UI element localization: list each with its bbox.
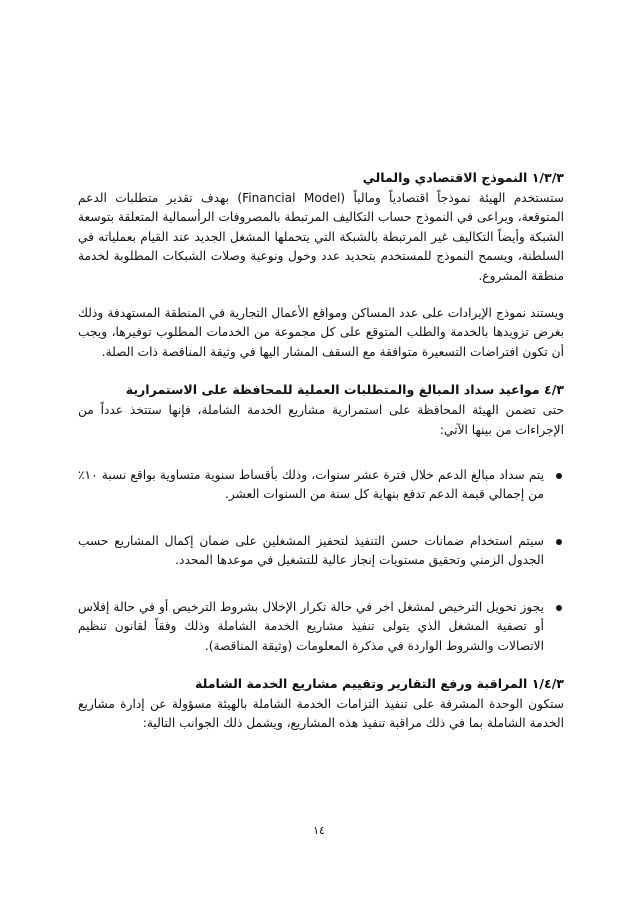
list-item	[78, 598, 564, 656]
spacer	[78, 286, 564, 304]
page-number: ١٤	[313, 824, 325, 837]
section-heading-economic-model: ١/٣/٣ النموذج الاقتصادي والمالي	[362, 170, 564, 185]
list-item-text: سيتم استخدام ضمانات حسن التنفيذ لتحفيز المشغلين على ضمان إكمال المشاريع حسب الجدول الزمني وتحقيق مستويات إنجاز عالية للتشغيل في موعدها المحدد.	[78, 533, 544, 568]
section-heading-payment-schedule: ٤/٣ مواعيد سداد المبالغ والمتطلبات العملية للمحافظة على الاستمرارية	[125, 382, 564, 398]
spacer	[78, 362, 564, 380]
list-item-text: يجوز تحويل الترخيص لمشغل اخر في حالة تكرار الإخلال بشروط الترخيص أو في حالة إفلاس أو تصفية المشغل الذي يتولى تنفيذ مشاريع الخدمة الشاملة وذلك وفقاً لقانون تنظيم الاتصالات والشروط الواردة في مذكرة المعلومات (وثيقة المناقصة).	[78, 599, 544, 653]
paragraph-monitoring: ستكون الوحدة المشرفة على تنفيذ التزامات الخدمة الشاملة بالهيئة مسؤولة عن إدارة مشاريع الخدمة الشاملة بما في ذلك مراقبة تنفيذ هذه المشاريع، ويشمل ذلك الجوانب التالية:	[78, 696, 564, 731]
spacer	[78, 571, 564, 598]
list-item	[78, 532, 564, 571]
spacer	[78, 440, 564, 466]
section-heading-monitoring: ١/٤/٣ المراقبة ورفع التقارير وتقييم مشاريع الخدمة الشاملة	[194, 675, 564, 691]
measures-list	[78, 466, 564, 656]
bullet-icon	[556, 473, 562, 479]
spacer	[78, 656, 564, 674]
paragraph-payment-intro: حتى تضمن الهيئة المحافظة على استمرارية مشاريع الخدمة الشاملة، فإنها ستتخذ عدداً من الإجراءات من بينها الآتي:	[78, 403, 564, 437]
list-item	[78, 466, 564, 505]
bullet-icon	[556, 539, 562, 545]
paragraph-revenue-model: ويستند نموذج الإيرادات على عدد المساكن ومواقع الأعمال التجارية في المنطقة المستهدفة وذلك بغرض تزويدها بالخدمة والطلب المتوقع على كل مجموعة من الخدمات المطلوب توفيرها، ويجب أن تكون افتراضات التسعيرة متوافقة مع السقف المشار اليها في وثيقة المناقصة ذات الصلة.	[78, 306, 564, 359]
paragraph-economic-model: ستستخدم الهيئة نموذجاً اقتصادياً ومالياً (Financial Model) بهدف تقدير متطلبات الدعم المتوقعة، ويراعى في النموذج حساب التكاليف المرتبطة بالمصروفات الرأسمالية المتعلقة بتوسعة الشبكة وأيضاً التكاليف غير المرتبطة بالشبكة التي يتحملها المشغل الجديد عند القيام بعملياته في السلطنة، ويسمح النموذج للمستخدم بتحديد عدد وخول ونوعية وصلات الشبكات المطلوبة لخدمة منطقة المشروع.	[78, 191, 564, 283]
spacer	[78, 505, 564, 532]
bullet-icon	[556, 605, 562, 611]
document-body	[78, 168, 564, 734]
list-item-text: يتم سداد مبالغ الدعم خلال فترة عشر سنوات، وذلك بأقساط سنوية متساوية بواقع نسبة ١٠٪ من إجمالي قيمة الدعم تدفع بنهاية كل سنة من السنوات العشر.	[78, 468, 544, 502]
